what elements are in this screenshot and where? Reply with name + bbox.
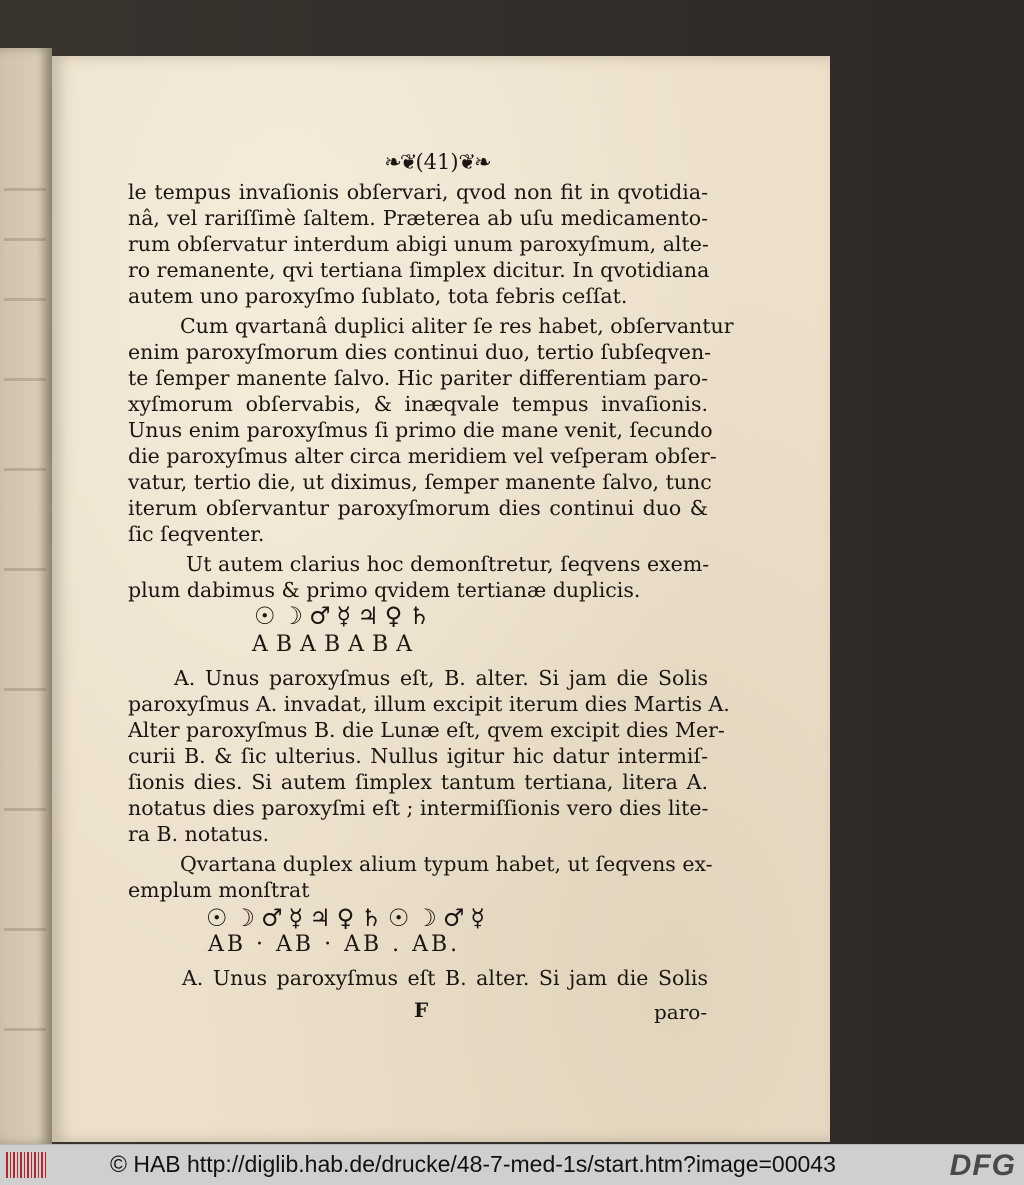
text-line: xyſmorum obſervabis, & inæqvale tempus invaſionis. [128, 392, 708, 416]
text-line: autem uno paroxyſmo ſublato, tota febris ceſſat. [128, 284, 628, 308]
header-ornament-left: ❧❦ [384, 150, 416, 174]
page-number: (41) [415, 150, 459, 174]
planet-symbols-row-2: ☉☽♂☿♃♀♄☉☽♂☿ [206, 904, 492, 932]
text-line: Alter paroxyſmus B. die Lunæ eſt, qvem excipit dies Mer- [128, 718, 725, 742]
page-header [372, 150, 502, 174]
text-line: vatur, tertio die, ut diximus, ſemper manente ſalvo, tunc [128, 470, 712, 494]
text-line: curii B. & ſic ulterius. Nullus igitur hic datur intermiſ- [128, 744, 708, 768]
text-line: ſic ſeqventer. [128, 522, 265, 546]
text-line: Ut autem clarius hoc demonſtretur, ſeqvens exem- [186, 552, 710, 576]
text-line: enim paroxyſmorum dies continui duo, tertio ſubſeqven- [128, 340, 712, 364]
header-ornament-right: ❦❧ [458, 150, 490, 174]
previous-page-edge [0, 48, 52, 1144]
catchword: paro- [654, 1000, 708, 1024]
text-line: Qvartana duplex alium typum habet, ut ſeqvens ex- [180, 852, 713, 876]
text-line: plum dabimus & primo qvidem tertianæ duplicis. [128, 578, 641, 602]
text-line: ro remanente, qvi tertiana ſimplex dicitur. In qvotidiana [128, 258, 710, 282]
text-line: le tempus invaſionis obſervari, qvod non fit in qvotidia- [128, 180, 708, 204]
text-line: paroxyſmus A. invadat, illum excipit iterum dies Martis A. [128, 692, 730, 716]
dfg-logo: DFG [949, 1149, 1016, 1182]
text-line: A. Unus paroxyſmus eſt, B. alter. Si jam die Solis [174, 666, 708, 690]
barcode-icon [6, 1152, 46, 1178]
text-line: ra B. notatus. [128, 822, 270, 846]
text-line: A. Unus paroxyſmus eſt B. alter. Si jam die Solis [182, 966, 708, 990]
copyright-notice: © HAB http://diglib.hab.de/drucke/48-7-med-1s/start.htm?image=00043 [110, 1151, 836, 1177]
text-line: te ſemper manente ſalvo. Hic pariter differentiam paro- [128, 366, 708, 390]
text-line: die paroxyſmus alter circa meridiem vel veſperam obſer- [128, 444, 717, 468]
text-line: ſionis dies. Si autem ſimplex tantum tertiana, litera A. [128, 770, 708, 794]
letter-sequence-row-2: AB · AB · AB . AB. [208, 932, 461, 957]
text-line: nâ, vel rariſſimè ſaltem. Præterea ab uſu medicamento- [128, 206, 708, 230]
text-line: Cum qvartanâ duplici aliter ſe res habet, obſervantur [180, 314, 734, 338]
book-page [52, 56, 830, 1142]
footer-bar [0, 1144, 1024, 1185]
signature-mark: F [414, 998, 429, 1022]
letter-sequence-row-1: ABABABA [252, 632, 421, 657]
planet-symbols-row-1: ☉☽♂☿♃♀♄ [254, 602, 436, 630]
text-line: notatus dies paroxyſmi eſt ; intermiſſionis vero dies lite- [128, 796, 709, 820]
text-line: iterum obſervantur paroxyſmorum dies continui duo & [128, 496, 708, 520]
text-line: Unus enim paroxyſmus ſi primo die mane venit, ſecundo [128, 418, 713, 442]
text-line: emplum monſtrat [128, 878, 310, 902]
text-line: rum obſervatur interdum abigi unum paroxyſmum, alte- [128, 232, 709, 256]
